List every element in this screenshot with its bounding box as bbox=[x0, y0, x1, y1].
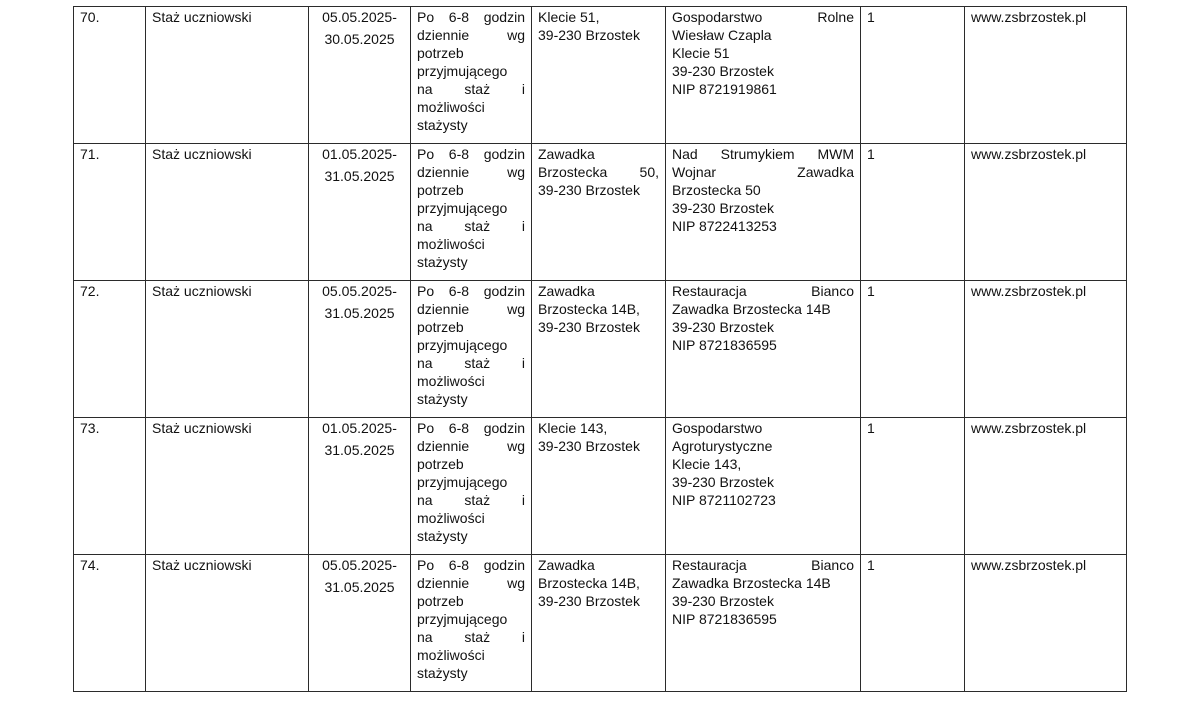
hours-cell bbox=[411, 555, 532, 692]
hours-line: potrzeb bbox=[417, 593, 464, 609]
hours-line: możliwości bbox=[417, 236, 485, 252]
date-range-cell bbox=[309, 281, 411, 418]
address-line: 39-230 Brzostek bbox=[538, 319, 640, 335]
hours-line: możliwości bbox=[417, 647, 485, 663]
hours-line: na staż i bbox=[417, 355, 525, 371]
date-range-cell bbox=[309, 7, 411, 144]
employer-line: NIP 8721919861 bbox=[672, 81, 777, 97]
website-link[interactable]: www.zsbrzostek.pl bbox=[965, 555, 1127, 692]
hours-line: na staż i bbox=[417, 218, 525, 234]
internship-type: Staż uczniowski bbox=[146, 281, 309, 418]
employer-line: NIP 8721836595 bbox=[672, 337, 777, 353]
employer-line: Wojnar Zawadka bbox=[672, 164, 854, 180]
employer-line: Agroturystyczne bbox=[672, 438, 773, 454]
website-link[interactable]: www.zsbrzostek.pl bbox=[965, 418, 1127, 555]
date-start: 05.05.2025- bbox=[322, 9, 397, 25]
date-end: 31.05.2025 bbox=[324, 579, 395, 595]
hours-line: stażysty bbox=[417, 117, 468, 133]
employer-line: Klecie 143, bbox=[672, 456, 742, 472]
date-end: 31.05.2025 bbox=[324, 442, 395, 458]
hours-line: na staż i bbox=[417, 492, 525, 508]
employer-line: NIP 8721836595 bbox=[672, 611, 777, 627]
date-start: 05.05.2025- bbox=[322, 283, 397, 299]
employer-cell bbox=[666, 418, 861, 555]
hours-line: przyjmującego bbox=[417, 200, 508, 216]
employer-cell bbox=[666, 281, 861, 418]
employer-cell bbox=[666, 7, 861, 144]
internship-table bbox=[73, 6, 1127, 692]
address-line: Zawadka bbox=[538, 146, 595, 162]
date-end: 31.05.2025 bbox=[324, 305, 395, 321]
table-row bbox=[74, 281, 1127, 418]
hours-cell bbox=[411, 144, 532, 281]
employer-line: Nad Strumykiem MWM bbox=[672, 146, 854, 162]
employer-line: 39-230 Brzostek bbox=[672, 319, 774, 335]
hours-line: Po 6-8 godzin bbox=[417, 420, 525, 436]
hours-line: możliwości bbox=[417, 373, 485, 389]
participant-count: 1 bbox=[861, 555, 965, 692]
address-cell bbox=[532, 418, 666, 555]
employer-line: Gospodarstwo Rolne bbox=[672, 9, 854, 25]
hours-line: dziennie wg bbox=[417, 575, 525, 591]
participant-count: 1 bbox=[861, 144, 965, 281]
employer-cell bbox=[666, 144, 861, 281]
table-row bbox=[74, 418, 1127, 555]
participant-count: 1 bbox=[861, 418, 965, 555]
row-number: 70. bbox=[74, 7, 146, 144]
hours-line: stażysty bbox=[417, 391, 468, 407]
hours-line: potrzeb bbox=[417, 319, 464, 335]
address-line: Klecie 143, bbox=[538, 420, 608, 436]
row-number: 72. bbox=[74, 281, 146, 418]
table-row bbox=[74, 7, 1127, 144]
hours-line: przyjmującego bbox=[417, 63, 508, 79]
hours-line: dziennie wg bbox=[417, 27, 525, 43]
internship-type: Staż uczniowski bbox=[146, 555, 309, 692]
employer-line: Wiesław Czapla bbox=[672, 27, 772, 43]
internship-type: Staż uczniowski bbox=[146, 144, 309, 281]
employer-cell bbox=[666, 555, 861, 692]
date-start: 01.05.2025- bbox=[322, 146, 397, 162]
address-cell bbox=[532, 281, 666, 418]
hours-line: Po 6-8 godzin bbox=[417, 283, 525, 299]
hours-line: potrzeb bbox=[417, 456, 464, 472]
hours-line: stażysty bbox=[417, 665, 468, 681]
table-row bbox=[74, 555, 1127, 692]
hours-line: na staż i bbox=[417, 629, 525, 645]
employer-line: 39-230 Brzostek bbox=[672, 200, 774, 216]
employer-line: 39-230 Brzostek bbox=[672, 474, 774, 490]
date-end: 30.05.2025 bbox=[324, 31, 395, 47]
address-cell bbox=[532, 7, 666, 144]
hours-line: dziennie wg bbox=[417, 164, 525, 180]
address-line: 39-230 Brzostek bbox=[538, 438, 640, 454]
address-line: Zawadka bbox=[538, 557, 595, 573]
hours-cell bbox=[411, 418, 532, 555]
employer-line: NIP 8722413253 bbox=[672, 218, 777, 234]
employer-line: Restauracja Bianco bbox=[672, 283, 854, 299]
address-line: Brzostecka 14B, bbox=[538, 301, 640, 317]
address-line: 39-230 Brzostek bbox=[538, 593, 640, 609]
address-line: Brzostecka 50, bbox=[538, 164, 659, 180]
date-range-cell bbox=[309, 555, 411, 692]
hours-line: przyjmującego bbox=[417, 337, 508, 353]
date-range-cell bbox=[309, 418, 411, 555]
participant-count: 1 bbox=[861, 7, 965, 144]
table-row bbox=[74, 144, 1127, 281]
hours-line: dziennie wg bbox=[417, 438, 525, 454]
address-cell bbox=[532, 144, 666, 281]
hours-line: na staż i bbox=[417, 81, 525, 97]
hours-line: dziennie wg bbox=[417, 301, 525, 317]
employer-line: Klecie 51 bbox=[672, 45, 730, 61]
website-link[interactable]: www.zsbrzostek.pl bbox=[965, 7, 1127, 144]
row-number: 74. bbox=[74, 555, 146, 692]
date-end: 31.05.2025 bbox=[324, 168, 395, 184]
internship-type: Staż uczniowski bbox=[146, 7, 309, 144]
table-body bbox=[74, 7, 1127, 692]
address-line: Brzostecka 14B, bbox=[538, 575, 640, 591]
hours-line: stażysty bbox=[417, 254, 468, 270]
employer-line: Zawadka Brzostecka 14B bbox=[672, 575, 831, 591]
internship-type: Staż uczniowski bbox=[146, 418, 309, 555]
hours-line: Po 6-8 godzin bbox=[417, 9, 525, 25]
date-start: 05.05.2025- bbox=[322, 557, 397, 573]
hours-cell bbox=[411, 281, 532, 418]
employer-line: Brzostecka 50 bbox=[672, 182, 761, 198]
address-line: Klecie 51, bbox=[538, 9, 600, 25]
employer-line: NIP 8721102723 bbox=[672, 492, 776, 508]
address-cell bbox=[532, 555, 666, 692]
date-start: 01.05.2025- bbox=[322, 420, 397, 436]
hours-line: stażysty bbox=[417, 528, 468, 544]
employer-line: Restauracja Bianco bbox=[672, 557, 854, 573]
hours-line: potrzeb bbox=[417, 45, 464, 61]
address-line: 39-230 Brzostek bbox=[538, 27, 640, 43]
website-link[interactable]: www.zsbrzostek.pl bbox=[965, 144, 1127, 281]
participant-count: 1 bbox=[861, 281, 965, 418]
website-link[interactable]: www.zsbrzostek.pl bbox=[965, 281, 1127, 418]
date-range-cell bbox=[309, 144, 411, 281]
hours-line: Po 6-8 godzin bbox=[417, 146, 525, 162]
hours-line: Po 6-8 godzin bbox=[417, 557, 525, 573]
row-number: 73. bbox=[74, 418, 146, 555]
row-number: 71. bbox=[74, 144, 146, 281]
employer-line: 39-230 Brzostek bbox=[672, 593, 774, 609]
hours-line: możliwości bbox=[417, 510, 485, 526]
hours-line: przyjmującego bbox=[417, 474, 508, 490]
hours-cell bbox=[411, 7, 532, 144]
address-line: Zawadka bbox=[538, 283, 595, 299]
hours-line: możliwości bbox=[417, 99, 485, 115]
employer-line: Zawadka Brzostecka 14B bbox=[672, 301, 831, 317]
employer-line: Gospodarstwo bbox=[672, 420, 763, 436]
hours-line: przyjmującego bbox=[417, 611, 508, 627]
hours-line: potrzeb bbox=[417, 182, 464, 198]
address-line: 39-230 Brzostek bbox=[538, 182, 640, 198]
employer-line: 39-230 Brzostek bbox=[672, 63, 774, 79]
